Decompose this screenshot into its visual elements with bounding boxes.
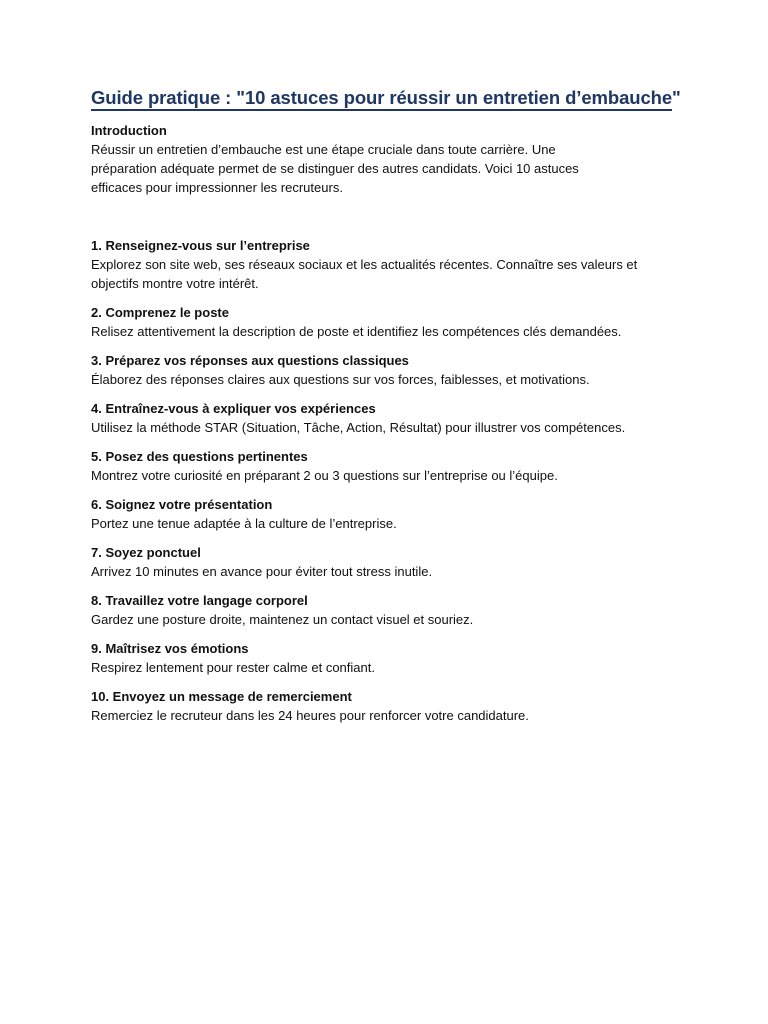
title-underline	[91, 109, 672, 111]
tip-text: Montrez votre curiosité en préparant 2 ou 3 questions sur l’entreprise ou l’équipe.	[91, 468, 558, 483]
tip-heading: 3. Préparez vos réponses aux questions classiques	[91, 353, 409, 368]
tip-heading: 9. Maîtrisez vos émotions	[91, 641, 249, 656]
tip-heading: 6. Soignez votre présentation	[91, 497, 273, 512]
intro-line: efficaces pour impressionner les recruteurs.	[91, 180, 343, 195]
tip-heading: 1. Renseignez-vous sur l’entreprise	[91, 238, 310, 253]
tip-text: Élaborez des réponses claires aux questions sur vos forces, faiblesses, et motivations.	[91, 372, 590, 387]
intro-line: Réussir un entretien d’embauche est une étape cruciale dans toute carrière. Une	[91, 142, 556, 157]
intro-heading: Introduction	[91, 123, 167, 138]
tip-item-3	[91, 351, 691, 389]
tip-text: Arrivez 10 minutes en avance pour éviter tout stress inutile.	[91, 564, 433, 579]
tip-item-1	[91, 236, 691, 293]
tip-heading: 7. Soyez ponctuel	[91, 545, 201, 560]
tip-heading: 10. Envoyez un message de remerciement	[91, 689, 352, 704]
tip-text: Portez une tenue adaptée à la culture de l’entreprise.	[91, 516, 397, 531]
tip-text: Utilisez la méthode STAR (Situation, Tâche, Action, Résultat) pour illustrer vos compétences.	[91, 420, 626, 435]
intro-line: préparation adéquate permet de se distinguer des autres candidats. Voici 10 astuces	[91, 161, 579, 176]
tip-item-6	[91, 495, 691, 533]
tips-list	[91, 236, 691, 735]
tip-item-8	[91, 591, 691, 629]
page-title: Guide pratique : "10 astuces pour réussir un entretien d’embauche"	[91, 87, 681, 108]
tip-item-9	[91, 639, 691, 677]
tip-item-7	[91, 543, 691, 581]
tip-heading: 4. Entraînez-vous à expliquer vos expériences	[91, 401, 376, 416]
tip-text: Explorez son site web, ses réseaux sociaux et les actualités récentes. Connaître ses valeurs et	[91, 257, 638, 272]
tip-heading: 5. Posez des questions pertinentes	[91, 449, 308, 464]
intro-section	[91, 121, 691, 197]
tip-item-2	[91, 303, 691, 341]
tip-text: Gardez une posture droite, maintenez un contact visuel et souriez.	[91, 612, 474, 627]
tip-text: Respirez lentement pour rester calme et confiant.	[91, 660, 375, 675]
tip-item-4	[91, 399, 691, 437]
tip-item-10	[91, 687, 691, 725]
tip-text: objectifs montre votre intérêt.	[91, 276, 259, 291]
tip-heading: 2. Comprenez le poste	[91, 305, 229, 320]
tip-text: Remerciez le recruteur dans les 24 heures pour renforcer votre candidature.	[91, 708, 529, 723]
tip-heading: 8. Travaillez votre langage corporel	[91, 593, 308, 608]
tip-text: Relisez attentivement la description de poste et identifiez les compétences clés demandées.	[91, 324, 622, 339]
tip-item-5	[91, 447, 691, 485]
